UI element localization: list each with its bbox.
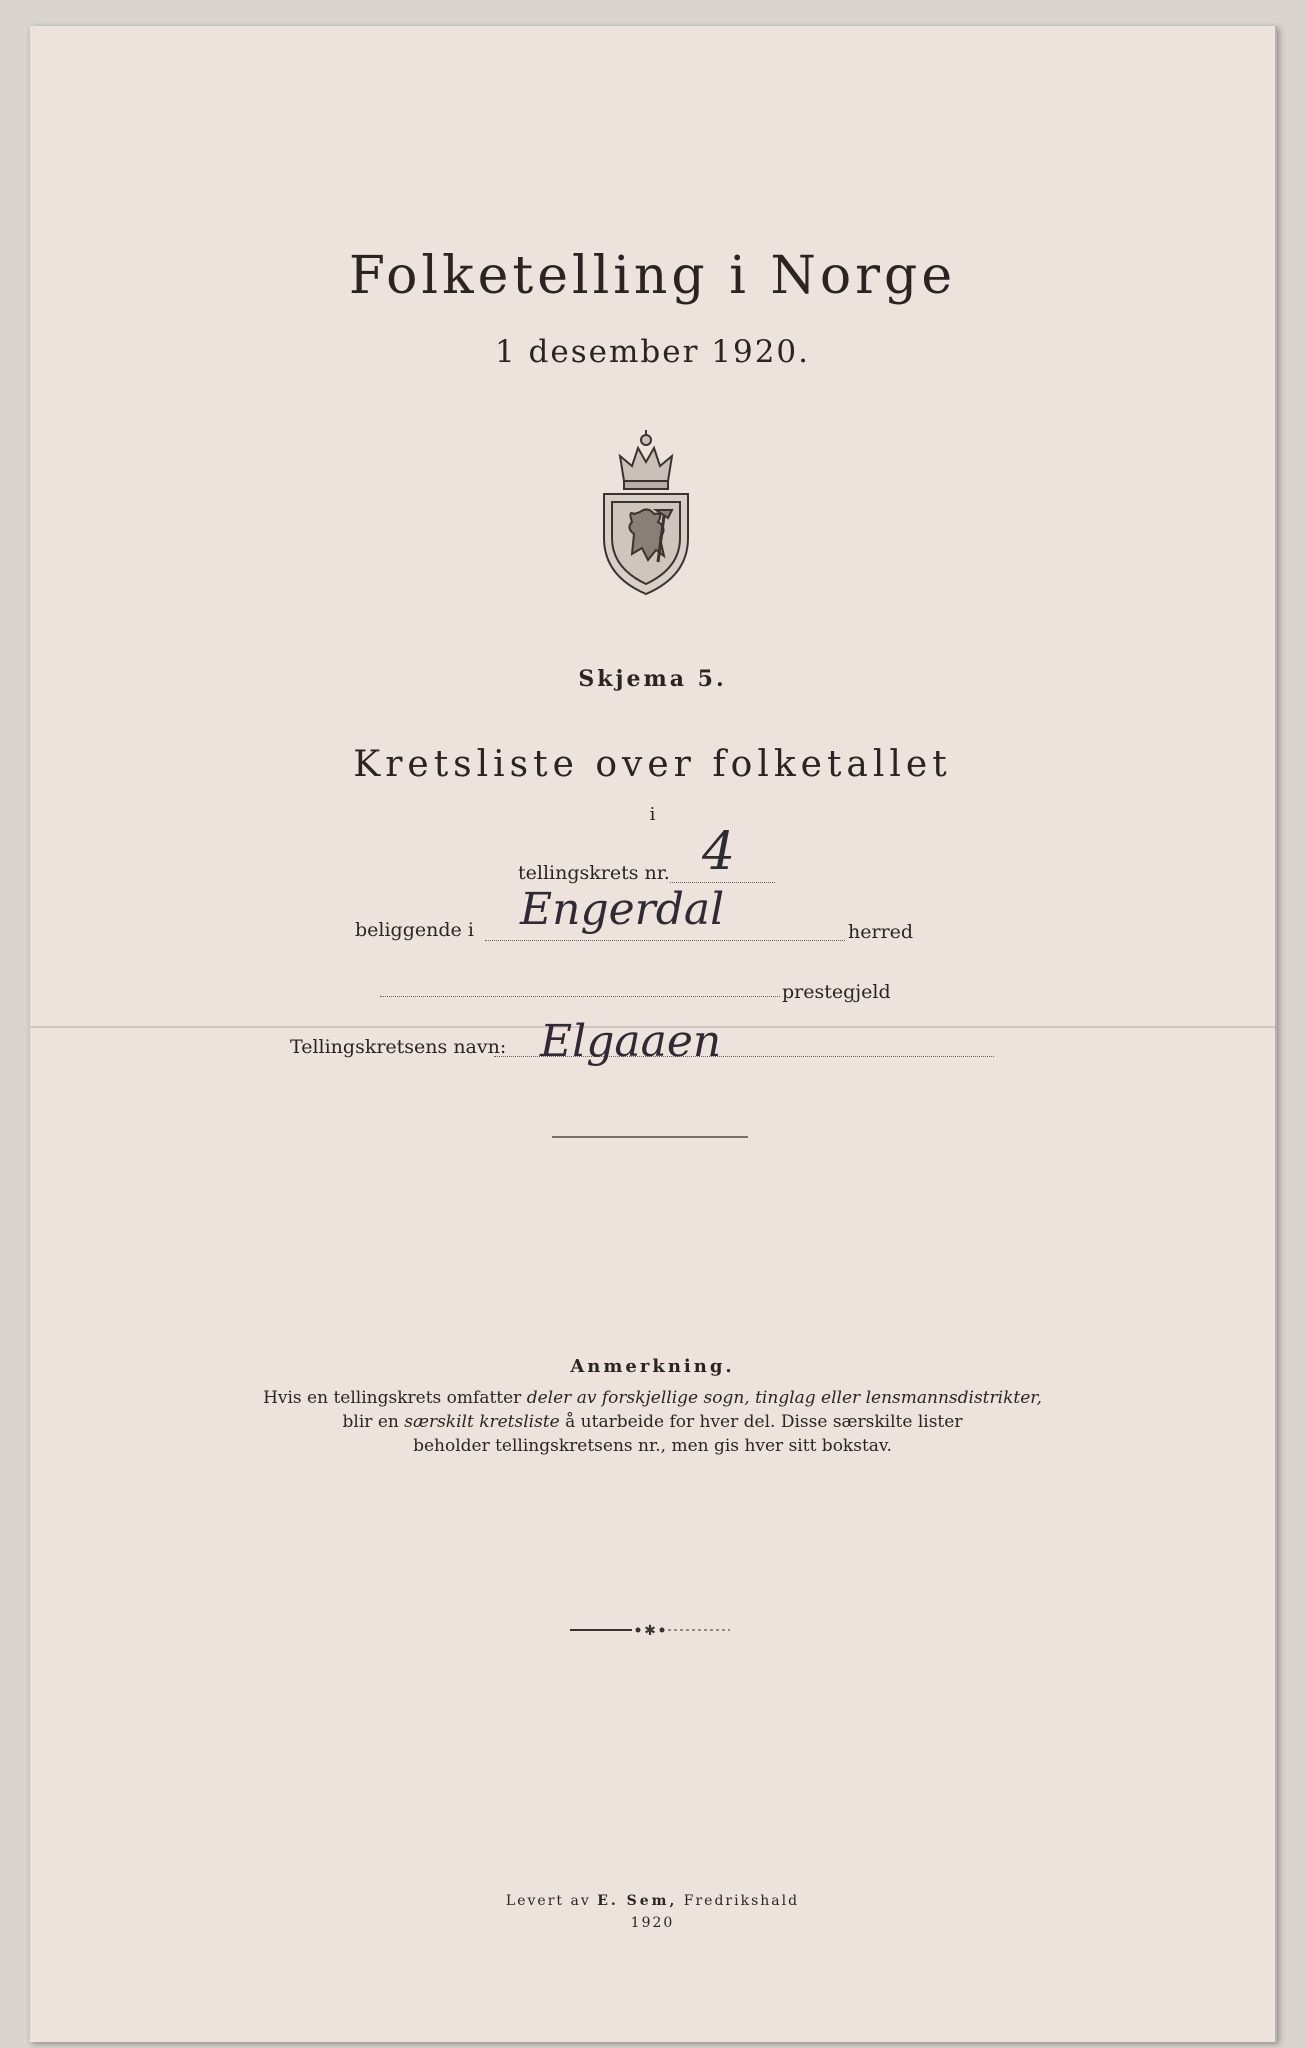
printer-year: 1920 [630,1915,675,1931]
printer-name: E. Sem, [597,1893,678,1909]
note-line-1-text: Hvis en tellingskrets omfatter [263,1388,527,1408]
prestegjeld-label: prestegjeld [782,981,891,1003]
form-heading: Kretsliste over folketallet [353,744,952,785]
printer-place: Fredrikshald [677,1893,800,1909]
krets-label: tellingskrets nr. [518,862,670,884]
krets-name-label: Tellingskretsens navn: [290,1036,507,1058]
prestegjeld-field-line [380,996,780,997]
krets-number-handwritten: 4 [702,822,736,882]
krets-field-line [670,882,775,883]
separator-rule [552,1136,748,1138]
herred-field-line [485,940,845,941]
norwegian-coat-of-arms-icon [598,426,694,596]
beliggende-label: beliggende i [355,919,474,941]
herred-label: herred [848,921,914,943]
krets-name-handwritten: Elgaaen [540,1016,722,1067]
ornament-divider-icon [570,1622,730,1638]
note-title: Anmerkning. [570,1356,735,1377]
form-title: Folketelling i Norge [348,246,957,306]
note-line-2-italic: særskilt kretsliste [404,1412,560,1432]
note-line-3: beholder tellingskretsens nr., men gis hver sitt bokstav. [413,1436,892,1456]
note-line-2 [30,1410,1275,1434]
form-date: 1 desember 1920. [494,334,811,370]
herred-name-handwritten: Engerdal [520,884,725,935]
printer-line [30,1890,1275,1912]
note-line-2-text-b: å utarbeide for hver del. Disse særskilte lister [559,1412,963,1432]
schema-number: Skjema 5. [578,666,727,692]
connector-i: i [649,804,656,825]
note-line-1 [30,1386,1275,1410]
note-line-2-text-a: blir en [342,1412,405,1432]
note-text [30,1386,1275,1458]
census-form-page [30,26,1277,2042]
printer-imprint [30,1890,1275,1934]
note-line-1-italic: deler av forskjellige sogn, tinglag eller lensmannsdistrikter, [526,1388,1042,1408]
svg-text:✱: ✱ [644,1623,656,1638]
printer-prefix: Levert av [505,1893,598,1909]
